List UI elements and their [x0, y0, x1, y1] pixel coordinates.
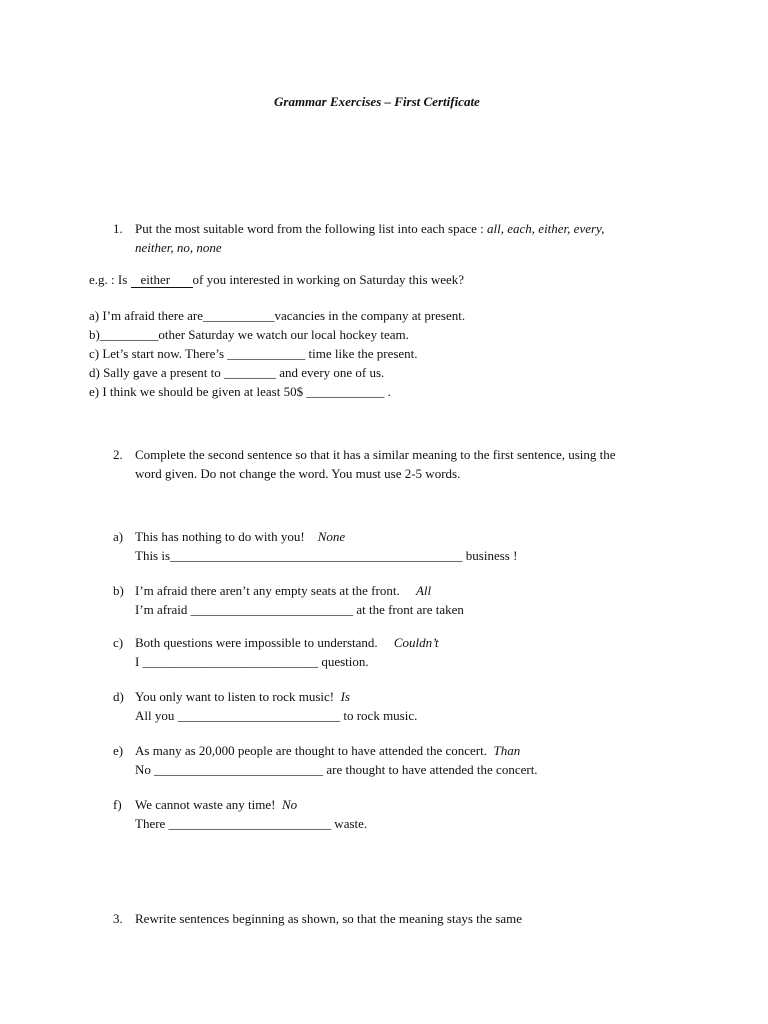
- q1-item-a: a) I’m afraid there are___________vacancies in the company at present.: [89, 308, 466, 323]
- q2-item-a-rewrite: This is_____________________________________________ business !: [135, 548, 518, 563]
- q2-item-a-text: This has nothing to do with you!: [135, 529, 305, 544]
- q2-item-c-text: Both questions were impossible to understand.: [135, 635, 378, 650]
- q1-prompt-line1: [135, 219, 604, 238]
- q2-item-c-sentence: [135, 633, 439, 652]
- q2-item-a-letter: a): [113, 529, 124, 544]
- q1-example-prefix: e.g. : Is: [89, 272, 128, 287]
- q2-item-d-text: You only want to listen to rock music!: [135, 689, 335, 704]
- q2-item-e-word: Than: [493, 743, 521, 758]
- q2-item-f-letter: f): [113, 797, 122, 812]
- q2-item-a-word: None: [317, 529, 346, 544]
- q2-item-c-rewrite: I ___________________________ question.: [135, 654, 369, 669]
- q2-item-b-text: I’m afraid there aren’t any empty seats at the front.: [135, 583, 400, 598]
- q2-item-f-sentence: [135, 795, 297, 814]
- q2-item-f-word: No: [281, 797, 298, 812]
- q2-item-e-rewrite: No __________________________ are thought to have attended the concert.: [135, 762, 538, 777]
- q1-item-b: b)_________other Saturday we watch our local hockey team.: [89, 327, 409, 342]
- q3-number: 3.: [113, 911, 123, 926]
- q1-number: 1.: [113, 221, 123, 236]
- q2-item-b-letter: b): [113, 583, 124, 598]
- q3-prompt: Rewrite sentences beginning as shown, so that the meaning stays the same: [135, 911, 523, 926]
- q2-prompt-line1: Complete the second sentence so that it has a similar meaning to the first sentence, using the: [135, 447, 616, 462]
- q2-item-d-rewrite: All you _________________________ to rock music.: [135, 708, 418, 723]
- q1-item-d: d) Sally gave a present to ________ and every one of us.: [89, 365, 385, 380]
- q2-item-a-sentence: [135, 527, 345, 546]
- q2-item-c-word: Couldn’t: [393, 635, 439, 650]
- q2-item-d-word: Is: [340, 689, 350, 704]
- q2-number: 2.: [113, 447, 123, 462]
- q2-item-b-rewrite: I’m afraid _________________________ at the front are taken: [135, 602, 464, 617]
- q1-item-e: e) I think we should be given at least 50$ ____________ .: [89, 384, 391, 399]
- q2-item-b-word: All: [415, 583, 432, 598]
- q1-example-word: [131, 272, 193, 288]
- q2-item-d-sentence: [135, 687, 350, 706]
- page-title: Grammar Exercises – First Certificate: [274, 94, 480, 109]
- q1-prompt-line2: [135, 238, 222, 257]
- q2-item-e-text: As many as 20,000 people are thought to have attended the concert.: [135, 743, 487, 758]
- q1-prompt: Put the most suitable word from the following list into each space :: [135, 221, 484, 236]
- q1-item-c: c) Let’s start now. There’s ____________ time like the present.: [89, 346, 418, 361]
- q1-example-word-text: either: [140, 272, 171, 287]
- q1-word-list-2: neither, no, none: [135, 240, 222, 255]
- q2-item-e-sentence: [135, 741, 520, 760]
- q1-example: [89, 270, 464, 289]
- q1-word-list-1: all, each, either, every,: [487, 221, 605, 236]
- q2-item-f-rewrite: There _________________________ waste.: [135, 816, 368, 831]
- q2-item-f-text: We cannot waste any time!: [135, 797, 276, 812]
- q2-item-d-letter: d): [113, 689, 124, 704]
- q2-prompt-line2: word given. Do not change the word. You must use 2-5 words.: [135, 466, 461, 481]
- q1-example-suffix: of you interested in working on Saturday this week?: [192, 272, 465, 287]
- q2-item-b-sentence: [135, 581, 431, 600]
- q2-item-c-letter: c): [113, 635, 124, 650]
- q2-item-e-letter: e): [113, 743, 124, 758]
